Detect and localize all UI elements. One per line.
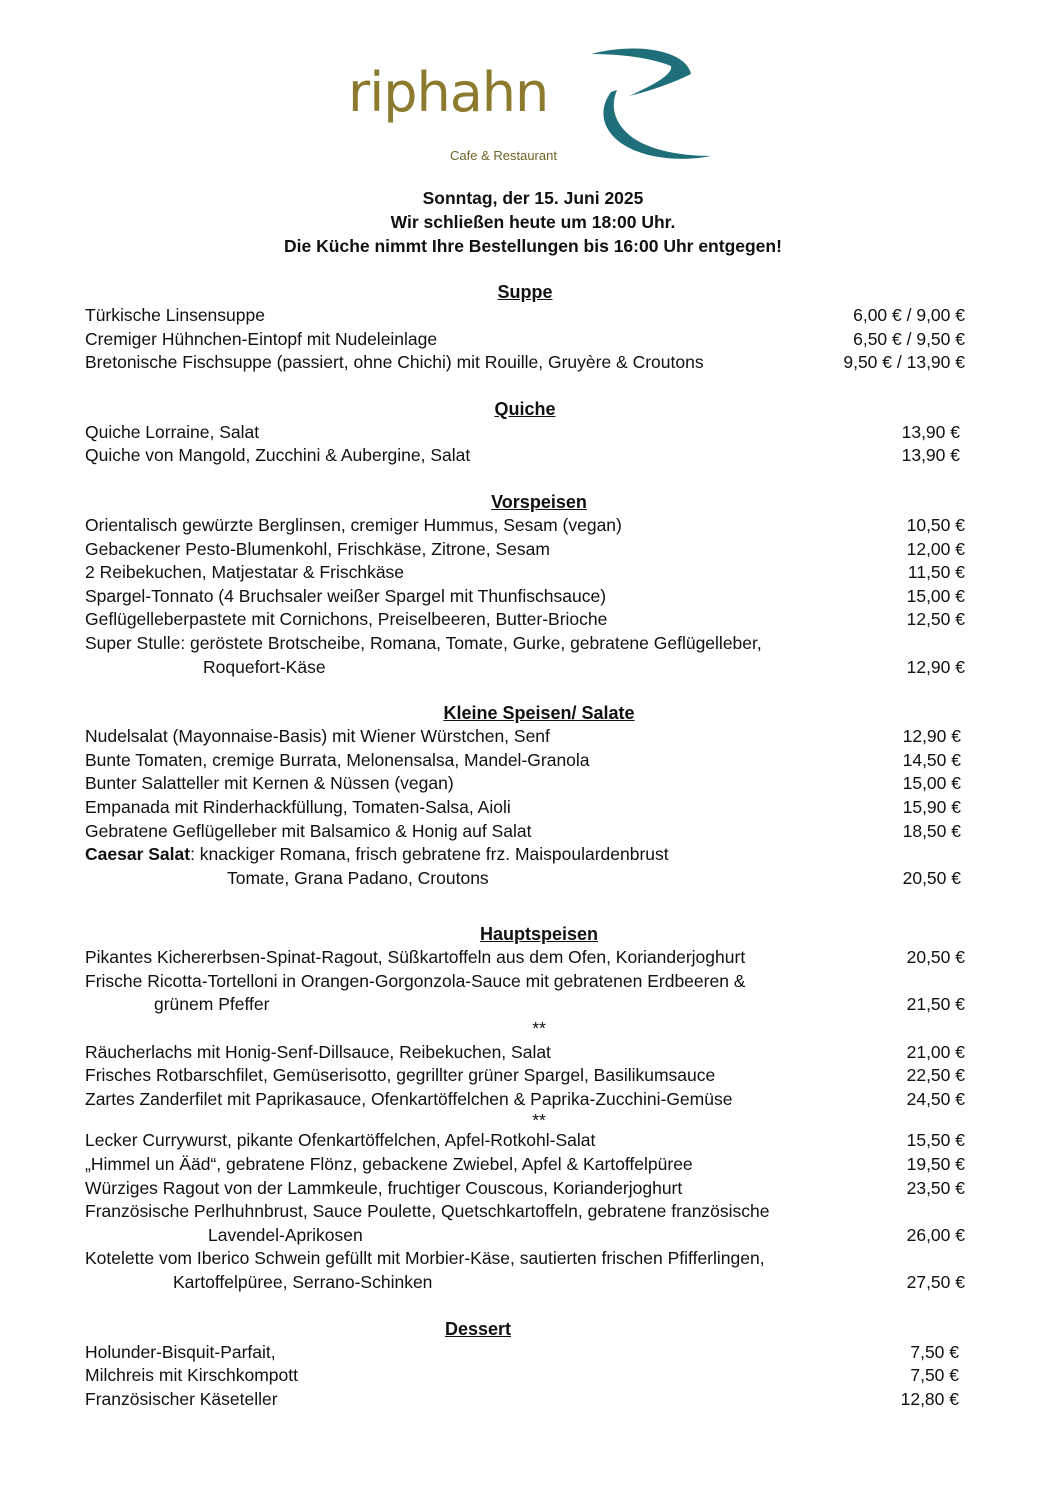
item-name: Empanada mit Rinderhackfüllung, Tomaten-Salsa, Aioli [85,796,511,817]
menu-item-caesar [85,843,965,867]
menu-item [85,561,965,585]
menu-item [85,351,965,375]
item-name: Quiche Lorraine, Salat [85,421,260,442]
separator-stars: ** [532,1110,546,1131]
item-name-continued: Kartoffelpüree, Serrano-Schinken [173,1272,433,1292]
menu-item [85,1364,965,1388]
item-name: Lecker Currywurst, pikante Ofenkartöffelchen, Apfel-Rotkohl-Salat [85,1130,596,1151]
item-name-continued: Roquefort-Käse [203,656,326,677]
menu-item [85,820,965,844]
item-price: 12,80 € [900,1388,959,1409]
menu-item [85,538,965,562]
item-price: 13,90 € [901,421,960,442]
menu-item [85,796,965,820]
menu-item [85,514,965,538]
item-name: Cremiger Hühnchen-Eintopf mit Nudeleinlage [85,328,438,349]
item-price: 20,50 € [902,867,961,888]
item-price: 6,50 € / 9,50 € [853,328,965,349]
item-price: 13,90 € [901,445,960,466]
menu-item [85,1064,965,1088]
menu-item [85,585,965,609]
item-price: 12,90 € [906,656,965,677]
item-name: Französische Perlhuhnbrust, Sauce Poulette, Quetschkartoffeln, gebratene französische [85,1201,770,1222]
item-price: 12,50 € [906,609,965,630]
menu-item [85,1224,965,1248]
item-name: Gebratene Geflügelleber mit Balsamico & Honig auf Salat [85,820,532,841]
kitchen-hours-line: Die Küche nimmt Ihre Bestellungen bis 16:00 Uhr entgegen! [284,236,782,256]
item-price: 15,50 € [906,1130,965,1151]
notice-header [0,186,1058,258]
item-price: 18,50 € [902,820,961,841]
item-name: Bretonische Fischsuppe (passiert, ohne Chichi) mit Rouille, Gruyère & Croutons [85,352,704,373]
menu-item [85,749,965,773]
section-title-kleine-speisen: Kleine Speisen/ Salate [443,703,635,724]
item-price: 6,00 € / 9,00 € [853,305,965,325]
item-name: Frische Ricotta-Tortelloni in Orangen-Gorgonzola-Sauce mit gebratenen Erdbeeren & [85,970,746,991]
item-name: Milchreis mit Kirschkompott [85,1365,298,1386]
item-name: Zartes Zanderfilet mit Paprikasauce, Ofenkartöffelchen & Paprika-Zucchini-Gemüse [85,1088,733,1109]
section-title-hauptspeisen: Hauptspeisen [479,924,599,945]
item-price: 15,00 € [906,585,965,606]
item-name: : knackiger Romana, frisch gebratene frz. Maispoulardenbrust [190,844,669,865]
menu [85,280,965,1411]
item-price: 12,00 € [906,538,965,559]
item-name: Türkische Linsensuppe [85,305,265,325]
item-name: Orientalisch gewürzte Berglinsen, cremiger Hummus, Sesam (vegan) [85,514,622,535]
menu-item [85,772,965,796]
item-name: Geflügelleberpastete mit Cornichons, Preiselbeeren, Butter-Brioche [85,609,608,630]
item-price: 7,50 € [910,1341,959,1362]
restaurant-logo [346,44,726,174]
item-name: „Himmel un Ääd“, gebratene Flönz, gebackene Zwiebel, Apfel & Kartoffelpüree [85,1154,693,1175]
item-price: 15,90 € [902,796,961,817]
item-name-continued: grünem Pfeffer [154,994,270,1015]
item-name-continued: Lavendel-Aprikosen [208,1224,363,1245]
menu-item [85,1388,965,1412]
item-name: Super Stulle: geröstete Brotscheibe, Romana, Tomate, Gurke, gebratene Geflügelleber, [85,632,762,653]
item-name: Bunte Tomaten, cremige Burrata, Melonensalsa, Mandel-Granola [85,749,590,770]
item-price: 26,00 € [906,1224,965,1245]
item-price: 23,50 € [906,1177,965,1198]
item-name: Nudelsalat (Mayonnaise-Basis) mit Wiener Würstchen, Senf [85,726,550,747]
item-name: Gebackener Pesto-Blumenkohl, Frischkäse, Zitrone, Sesam [85,538,550,559]
item-name: Räucherlachs mit Honig-Senf-Dillsauce, Reibekuchen, Salat [85,1041,551,1062]
section-title-dessert: Dessert [444,1318,512,1339]
item-name: 2 Reibekuchen, Matjestatar & Frischkäse [85,562,405,583]
closing-time-line: Wir schließen heute um 18:00 Uhr. [390,212,676,232]
section-title-vorspeisen: Vorspeisen [491,491,587,512]
item-name: Französischer Käseteller [85,1388,278,1409]
menu-item [85,608,965,632]
menu-item [85,421,965,445]
item-price: 15,00 € [902,773,961,794]
item-name: Quiche von Mangold, Zucchini & Aubergine, Salat [85,445,471,466]
separator-stars: ** [532,1018,546,1039]
menu-item [85,993,965,1017]
menu-item [85,1153,965,1177]
item-name: Bunter Salatteller mit Kernen & Nüssen (vegan) [85,773,454,794]
section-title-quiche: Quiche [494,398,556,419]
item-price: 20,50 € [906,947,965,968]
menu-item [85,725,965,749]
logo-wordmark: riphahn [348,61,549,124]
menu-item [85,1177,965,1201]
logo-subtitle: Cafe & Restaurant [450,148,557,163]
menu-item [85,304,965,328]
menu-item [85,1129,965,1153]
menu-item [85,656,965,680]
item-price: 21,00 € [906,1041,965,1062]
menu-item [85,328,965,352]
item-name: Kotelette vom Iberico Schwein gefüllt mit Morbier-Käse, sautierten frischen Pfifferlingen, [85,1248,765,1269]
item-price: 24,50 € [906,1088,965,1109]
item-name-bold: Caesar Salat [85,844,191,865]
section-title-suppe: Suppe [497,282,553,302]
menu-item [85,1041,965,1065]
date-line: Sonntag, der 15. Juni 2025 [422,188,644,208]
menu-item [85,1271,965,1295]
item-price: 22,50 € [906,1065,965,1086]
menu-item [85,1341,965,1365]
menu-item [85,946,965,970]
logo-swoosh-icon [591,44,721,166]
item-price: 27,50 € [906,1272,965,1292]
item-price: 11,50 € [907,562,965,583]
item-name: Würziges Ragout von der Lammkeule, fruchtiger Couscous, Korianderjoghurt [85,1177,683,1198]
item-name: Holunder-Bisquit-Parfait, [85,1341,276,1362]
item-name-continued: Tomate, Grana Padano, Croutons [227,867,489,888]
menu-item [85,444,965,468]
item-price: 10,50 € [906,514,965,535]
item-price: 12,90 € [902,726,961,747]
menu-item [85,1088,965,1112]
item-name: Pikantes Kichererbsen-Spinat-Ragout, Süßkartoffeln aus dem Ofen, Korianderjoghurt [85,947,746,968]
item-price: 21,50 € [906,994,965,1015]
item-name: Spargel-Tonnato (4 Bruchsaler weißer Spargel mit Thunfischsauce) [85,585,607,606]
item-price: 19,50 € [906,1154,965,1175]
menu-item [85,867,965,891]
item-price: 7,50 € [910,1365,959,1386]
item-price: 9,50 € / 13,90 € [843,352,965,373]
item-name: Frisches Rotbarschfilet, Gemüserisotto, gegrillter grüner Spargel, Basilikumsauce [85,1065,716,1086]
item-price: 14,50 € [902,749,961,770]
